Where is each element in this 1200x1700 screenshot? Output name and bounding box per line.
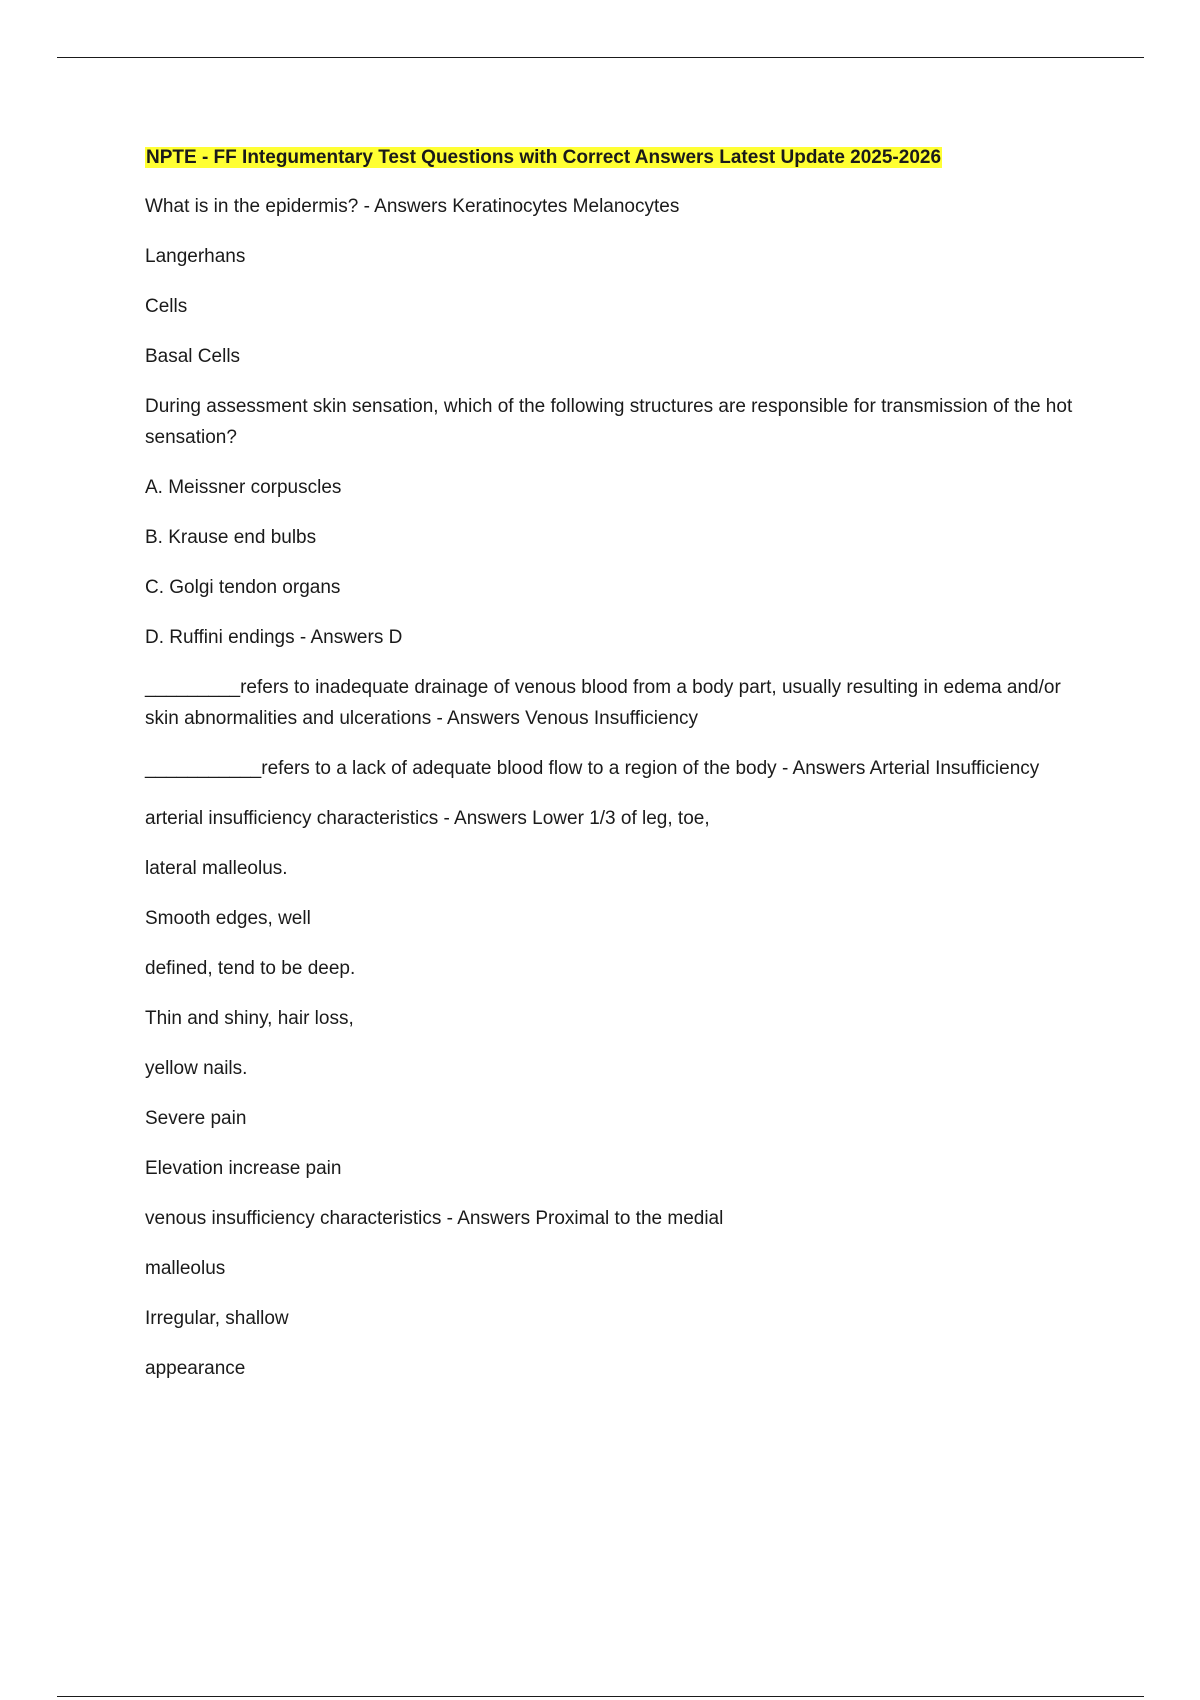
- header-rule: [57, 57, 1144, 58]
- paragraph: Cells: [145, 296, 188, 317]
- paragraph: venous insufficiency characteristics - Answers Proximal to the medial: [145, 1208, 724, 1229]
- paragraph: Basal Cells: [145, 346, 241, 367]
- paragraph: Severe pain: [145, 1108, 247, 1129]
- highlighted-title-text: NPTE - FF Integumentary Test Questions with Correct Answers Latest Update 2025-2026: [146, 147, 942, 168]
- paragraph: arterial insufficiency characteristics - Answers Lower 1/3 of leg, toe,: [145, 808, 710, 829]
- answer-option: C. Golgi tendon organs: [145, 577, 341, 598]
- paragraph: ___________refers to a lack of adequate blood flow to a region of the body - Answers Arterial Insufficiency: [145, 758, 1040, 779]
- paragraph: Irregular, shallow: [145, 1308, 289, 1329]
- answer-option: B. Krause end bulbs: [145, 527, 317, 548]
- paragraph: Smooth edges, well: [145, 908, 311, 929]
- document-body: [145, 145, 1080, 1403]
- paragraph: Elevation increase pain: [145, 1158, 342, 1179]
- paragraph: malleolus: [145, 1258, 226, 1279]
- paragraph: appearance: [145, 1358, 246, 1379]
- question-text: During assessment skin sensation, which of the following structures are responsible for transmission of the hot sensation?: [145, 396, 1073, 448]
- paragraph: yellow nails.: [145, 1058, 248, 1079]
- paragraph: Langerhans: [145, 246, 246, 267]
- answer-option: A. Meissner corpuscles: [145, 477, 342, 498]
- footer-rule: [57, 1696, 1144, 1697]
- document-title: [145, 145, 1080, 171]
- paragraph: _________refers to inadequate drainage of venous blood from a body part, usually resulting in edema and/or skin abnormalities and ulcerations - Answers Venous Insufficiency: [145, 677, 1061, 729]
- paragraph: lateral malleolus.: [145, 858, 288, 879]
- answer-option: D. Ruffini endings - Answers D: [145, 627, 403, 648]
- paragraph: What is in the epidermis? - Answers Keratinocytes Melanocytes: [145, 196, 680, 217]
- paragraph: defined, tend to be deep.: [145, 958, 356, 979]
- paragraph: Thin and shiny, hair loss,: [145, 1008, 354, 1029]
